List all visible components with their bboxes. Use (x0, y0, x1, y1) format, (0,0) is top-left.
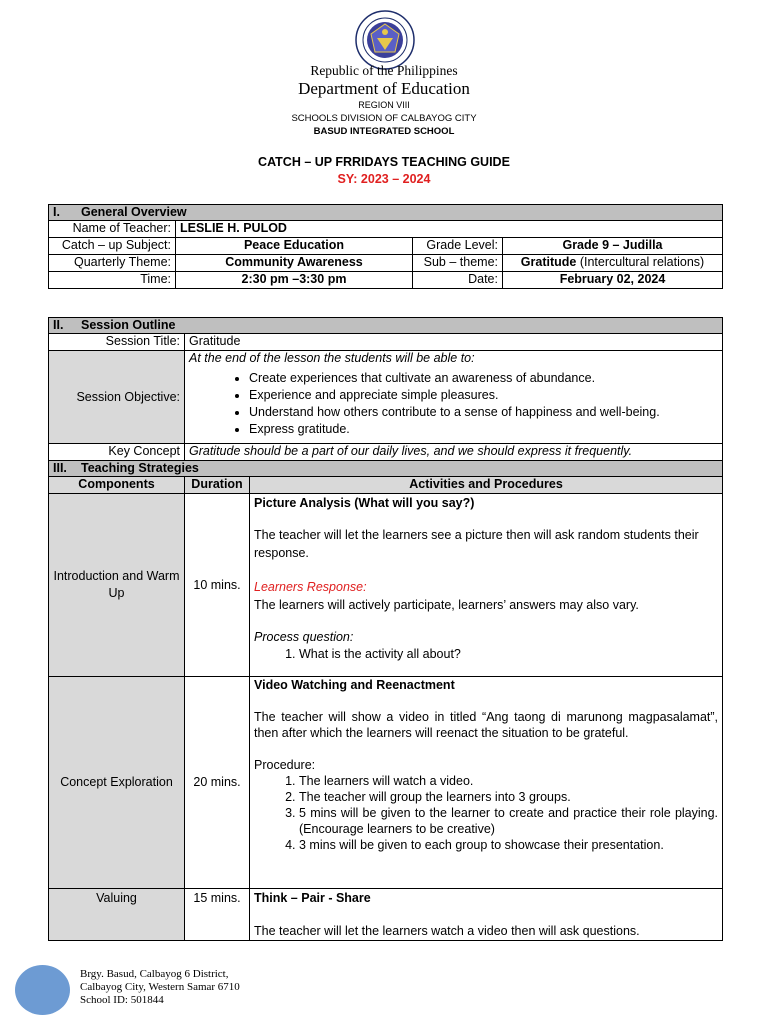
subtheme-value: Gratitude (Intercultural relations) (503, 255, 723, 272)
intro-title: Picture Analysis (What will you say?) (254, 496, 475, 510)
division-line: SCHOOLS DIVISION OF CALBAYOG CITY (291, 113, 477, 124)
list-item: 1. The learners will watch a video. (299, 773, 718, 789)
process-questions (254, 646, 718, 662)
teacher-value: LESLIE H. PULOD (176, 221, 723, 238)
concept-title: Video Watching and Reenactment (254, 678, 455, 692)
process-label: Process question: (254, 630, 354, 644)
footer-line: School ID: 501844 (80, 994, 164, 1006)
footer-address (80, 968, 240, 1007)
theme-value: Community Awareness (176, 255, 413, 272)
session-outline-table (48, 317, 723, 941)
response-label: Learners Response: (254, 580, 367, 594)
valuing-activity (250, 889, 723, 941)
list-item: 3. 5 mins will be given to the learner to create and practice their role playing. (Encourage learners to be creative) (299, 805, 718, 837)
department-line: Department of Education (298, 79, 470, 98)
school-line: BASUD INTEGRATED SCHOOL (313, 126, 455, 137)
response-text: The learners will actively participate, learners’ answers may also vary. (254, 598, 639, 612)
school-year: SY: 2023 – 2024 (337, 172, 431, 186)
time-label: Time: (49, 272, 176, 289)
table-row (49, 889, 723, 941)
concept-component: Concept Exploration (49, 677, 185, 889)
footer-line: Brgy. Basud, Calbayog 6 District, (80, 968, 229, 980)
overview-heading: I. General Overview (49, 205, 723, 221)
valuing-title: Think – Pair - Share (254, 891, 371, 905)
objective-label: Session Objective: (49, 351, 185, 444)
list-item: 1. What is the activity all about? (299, 646, 718, 662)
key-concept-label: Key Concept (49, 444, 185, 461)
list-item: • Experience and appreciate simple pleasures. (249, 387, 718, 404)
valuing-duration: 15 mins. (185, 889, 250, 941)
objective-intro: At the end of the lesson the students will be able to: (189, 351, 475, 365)
general-overview-table (48, 204, 723, 289)
concept-duration: 20 mins. (185, 677, 250, 889)
subject-value: Peace Education (176, 238, 413, 255)
guide-title: CATCH – UP FRRIDAYS TEACHING GUIDE (258, 155, 510, 169)
intro-component: Introduction and Warm Up (49, 494, 185, 677)
session-heading: II. Session Outline (49, 318, 723, 334)
footer-line: Calbayog City, Western Samar 6710 (80, 981, 240, 993)
date-value: February 02, 2024 (503, 272, 723, 289)
strategies-heading: III. Teaching Strategies (49, 461, 723, 477)
grade-value: Grade 9 – Judilla (503, 238, 723, 255)
region-line: REGION VIII (358, 100, 410, 110)
concept-text: The teacher will show a video in titled “Ang taong di marunong magpasalamat”, then after which the learners will reenact the situation to be grateful. (254, 710, 719, 740)
col-duration: Duration (185, 477, 250, 494)
subtheme-label: Sub – theme: (413, 255, 503, 272)
objective-cell (185, 351, 723, 444)
theme-label: Quarterly Theme: (49, 255, 176, 272)
procedure-label: Procedure: (254, 758, 316, 772)
date-label: Date: (413, 272, 503, 289)
deped-seal-icon (355, 10, 415, 70)
valuing-component: Valuing (49, 889, 185, 941)
footer-logo (15, 965, 70, 1015)
subject-label: Catch – up Subject: (49, 238, 176, 255)
grade-label: Grade Level: (413, 238, 503, 255)
objective-list (189, 370, 718, 438)
col-components: Components (49, 477, 185, 494)
procedure-steps (254, 773, 718, 853)
intro-duration: 10 mins. (185, 494, 250, 677)
col-activities: Activities and Procedures (250, 477, 723, 494)
intro-activity (250, 494, 723, 677)
table-row (49, 677, 723, 889)
teacher-label: Name of Teacher: (49, 221, 176, 238)
intro-text: The teacher will let the learners see a picture then will ask random students their response. (254, 528, 699, 560)
republic-line: Republic of the Philippines (310, 63, 458, 78)
list-item: • Express gratitude. (249, 421, 718, 438)
list-item: • Create experiences that cultivate an awareness of abundance. (249, 370, 718, 387)
list-item: • Understand how others contribute to a sense of happiness and well-being. (249, 404, 718, 421)
table-row (49, 494, 723, 677)
valuing-text: The teacher will let the learners watch a video then will ask questions. (254, 924, 640, 938)
session-title-label: Session Title: (49, 334, 185, 351)
concept-activity (250, 677, 723, 889)
list-item: 4. 3 mins will be given to each group to showcase their presentation. (299, 837, 718, 853)
key-concept-value: Gratitude should be a part of our daily lives, and we should express it frequently. (185, 444, 723, 461)
session-title-value: Gratitude (185, 334, 723, 351)
time-value: 2:30 pm –3:30 pm (176, 272, 413, 289)
list-item: 2. The teacher will group the learners into 3 groups. (299, 789, 718, 805)
